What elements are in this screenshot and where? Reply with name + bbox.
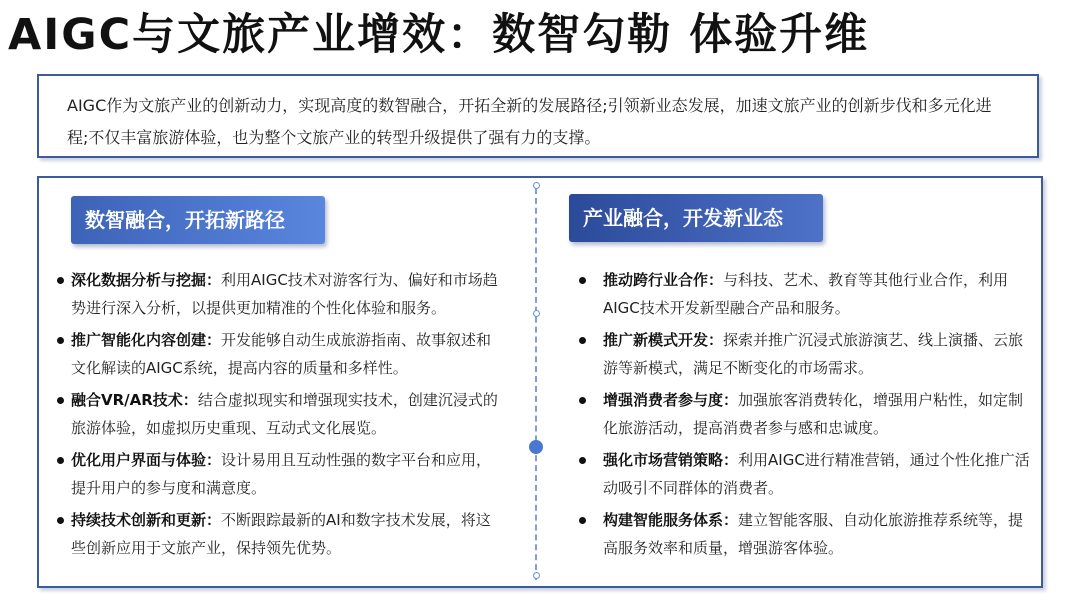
bullet-icon [57,517,64,524]
item-text: 利用AIGC技术对游客行为、偏好和市场趋势进行深入分析，以提供更加精准的个性化体验和服务。 [71,271,498,317]
item-title: 优化用户界面与体验： [71,451,222,469]
divider-dot [533,182,540,189]
list-item [55,386,505,442]
bullet-icon [579,517,586,524]
left-column [55,266,505,562]
item-text: 探索并推广沉浸式旅游演艺、线上演播、云旅游等新模式，满足不断变化的市场需求。 [603,331,1024,377]
bullet-icon [57,277,64,284]
list-item [573,386,1033,442]
bullet-icon [57,337,64,344]
bullet-icon [579,397,586,404]
bullet-icon [579,457,586,464]
list-item [55,326,505,382]
list-item [55,446,505,502]
item-title: 强化市场营销策略： [603,451,739,469]
right-column [573,266,1033,562]
left-section-header: 数智融合，开拓新路径 [71,196,325,244]
bullet-icon [579,337,586,344]
divider-dot [533,572,540,579]
list-item [573,326,1033,382]
bullet-icon [57,397,64,404]
item-title: 增强消费者参与度： [603,391,739,409]
item-text: 结合虚拟现实和增强现实技术，创建沉浸式的旅游体验，如虚拟历史重现、互动式文化展览。 [71,391,498,437]
item-text: 不断跟踪最新的AI和数字技术发展，将这些创新应用于文旅产业，保持领先优势。 [71,511,491,557]
item-text: 与科技、艺术、教育等其他行业合作，利用AIGC技术开发新型融合产品和服务。 [603,271,1009,317]
item-title: 构建智能服务体系： [603,511,739,529]
item-title: 推广智能化内容创建： [71,331,222,349]
intro-text: AIGC作为文旅产业的创新动力，实现高度的数智融合，开拓全新的发展路径;引领新业态发展，加速文旅产业的创新步伐和多元化进程;不仅丰富旅游体验，也为整个文旅产业的转型升级提供了强有力的支撑。 [67,96,992,147]
list-item [573,446,1033,502]
list-item [573,266,1033,322]
item-title: 融合VR/AR技术： [71,391,198,409]
item-text: 利用AIGC进行精准营销，通过个性化推广活动吸引不同群体的消费者。 [603,451,1030,497]
intro-box [37,74,1039,158]
page-title: AIGC与文旅产业增效：数智勾勒 体验升维 [8,10,870,60]
item-text: 开发能够自动生成旅游指南、故事叙述和文化解读的AIGC系统，提高内容的质量和多样性。 [71,331,492,377]
right-section-header: 产业融合，开发新业态 [569,194,823,242]
item-title: 推广新模式开发： [603,331,724,349]
item-text: 建立智能客服、自动化旅游推荐系统等，提高服务效率和质量，增强游客体验。 [603,511,1024,557]
item-title: 持续技术创新和更新： [71,511,222,529]
divider-dot [533,310,540,317]
center-divider [535,188,537,580]
item-title: 推动跨行业合作： [603,271,724,289]
divider-dot-center [529,440,543,454]
item-text: 加强旅客消费转化，增强用户粘性，如定制化旅游活动，提高消费者参与感和忠诚度。 [603,391,1024,437]
bullet-icon [579,277,586,284]
item-title: 深化数据分析与挖掘： [71,271,222,289]
item-text: 设计易用且互动性强的数字平台和应用，提升用户的参与度和满意度。 [71,451,492,497]
bullet-icon [57,457,64,464]
content-panel [37,176,1043,588]
list-item [55,506,505,562]
list-item [573,506,1033,562]
list-item [55,266,505,322]
